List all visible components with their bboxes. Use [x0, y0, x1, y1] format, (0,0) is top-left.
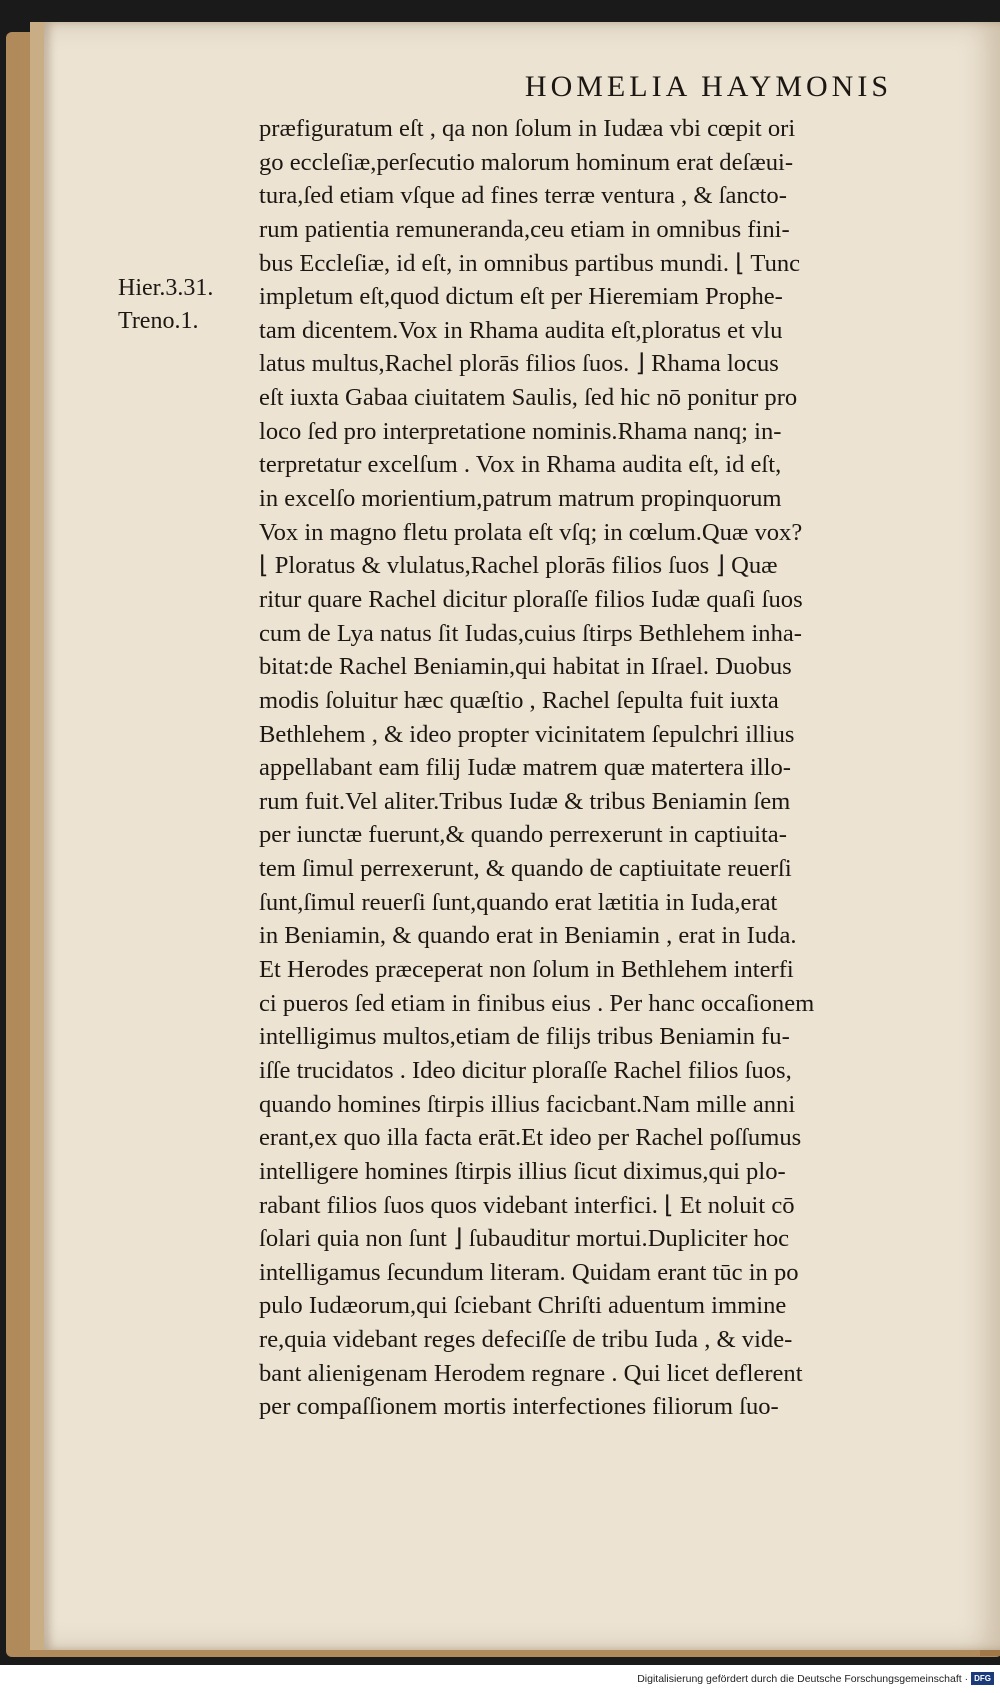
running-head: HOMELIA HAYMONIS	[524, 70, 892, 103]
text-line: ci pueros ſed etiam in finibus eius . Per hanc occaſionem	[259, 989, 815, 1017]
text-line: bant alienigenam Herodem regnare . Qui licet deflerent	[259, 1359, 803, 1387]
text-line: Bethlehem , & ideo propter vicinitatem ſepulchri illius	[259, 720, 795, 748]
text-line: erant,ex quo illa facta erāt.Et ideo per Rachel poſſumus	[259, 1124, 802, 1152]
text-line: go eccleſiæ,perſecutio malorum hominum erat deſæui-	[259, 148, 794, 176]
text-line: intelligere homines ſtirpis illius ſicut diximus,qui plo-	[259, 1157, 786, 1185]
text-line: latus multus,Rachel plorās filios ſuos. ⌋ Rhama locus	[259, 350, 779, 378]
text-line: appellabant eam filij Iudæ matrem quæ matertera illo-	[259, 754, 791, 782]
text-line: rum patientia remuneranda,ceu etiam in omnibus fini-	[259, 215, 790, 243]
text-line: loco ſed pro interpretatione nominis.Rhama nanq; in-	[259, 417, 782, 445]
text-line: iſſe trucidatos . Ideo dicitur ploraſſe Rachel filios ſuos,	[259, 1056, 792, 1084]
text-line: Vox in magno fletu prolata eſt vſq; in cœlum.Quæ vox?	[259, 518, 803, 546]
marginal-note-hier: Hier.3.31.	[118, 275, 214, 301]
text-line: tura,ſed etiam vſque ad fines terræ ventura , & ſancto-	[259, 182, 787, 210]
text-line: terpretatur excelſum . Vox in Rhama audita eſt, id eſt,	[259, 451, 782, 479]
dfg-logo: DFG	[971, 1672, 994, 1685]
text-line: modis ſoluitur hæc quæſtio , Rachel ſepulta fuit iuxta	[259, 686, 779, 714]
text-line: impletum eſt,quod dictum eſt per Hieremiam Prophe-	[259, 283, 783, 311]
text-line: bitat:de Rachel Beniamin,qui habitat in Iſrael. Duobus	[259, 653, 792, 681]
text-line: præfiguratum eſt , qa non ſolum in Iudæa vbi cœpit ori	[259, 115, 796, 142]
text-line: eſt iuxta Gabaa ciuitatem Saulis, ſed hic nō ponitur pro	[259, 384, 798, 412]
text-line: tem ſimul perrexerunt, & quando de captiuitate reuerſi	[259, 855, 792, 883]
text-line: ſunt,ſimul reuerſi ſunt,quando erat lætitia in Iuda,erat	[259, 888, 778, 916]
text-line: Et Herodes præceperat non ſolum in Bethlehem interfi	[259, 956, 794, 984]
body-text	[259, 112, 949, 1424]
text-line: per compaſſionem mortis interfectiones filiorum ſuo-	[259, 1393, 779, 1421]
text-line: re,quia videbant reges defeciſſe de tribu Iuda , & vide-	[259, 1326, 793, 1354]
text-line: intelligimus multos,etiam de filijs tribus Beniamin fu-	[259, 1023, 790, 1051]
text-line: intelligamus ſecundum literam. Quidam erant tūc in po	[259, 1258, 799, 1286]
digitization-credit	[637, 1672, 994, 1685]
text-line: ⌊ Ploratus & vlulatus,Rachel plorās filios ſuos ⌋ Quæ	[259, 552, 778, 580]
text-line: in excelſo morientium,patrum matrum propinquorum	[259, 485, 782, 513]
text-line: ritur quare Rachel dicitur ploraſſe filios Iudæ quaſi ſuos	[259, 585, 803, 613]
text-line: ſolari quia non ſunt ⌋ ſubauditur mortui.Dupliciter hoc	[259, 1225, 790, 1253]
text-line: tam dicentem.Vox in Rhama audita eſt,ploratus et vlu	[259, 316, 783, 344]
text-line: rabant filios ſuos quos videbant interfici. ⌊ Et noluit cō	[259, 1191, 795, 1219]
text-line: pulo Iudæorum,qui ſciebant Chriſti aduentum immine	[259, 1292, 787, 1320]
text-line: cum de Lya natus ſit Iudas,cuius ſtirps Bethlehem inha-	[259, 619, 802, 647]
marginal-note-treno: Treno.1.	[118, 308, 199, 334]
text-line: bus Eccleſiæ, id eſt, in omnibus partibus mundi. ⌊ Tunc	[259, 249, 801, 277]
text-line: per iunctæ fuerunt,& quando perrexerunt in captiuita-	[259, 821, 787, 849]
credit-text: Digitalisierung gefördert durch die Deutsche Forschungsgemeinschaft ·	[637, 1672, 969, 1685]
text-line: quando homines ſtirpis illius facicbant.Nam mille anni	[259, 1090, 796, 1118]
text-line: in Beniamin, & quando erat in Beniamin , erat in Iuda.	[259, 922, 797, 950]
text-line: rum fuit.Vel aliter.Tribus Iudæ & tribus Beniamin ſem	[259, 787, 791, 815]
